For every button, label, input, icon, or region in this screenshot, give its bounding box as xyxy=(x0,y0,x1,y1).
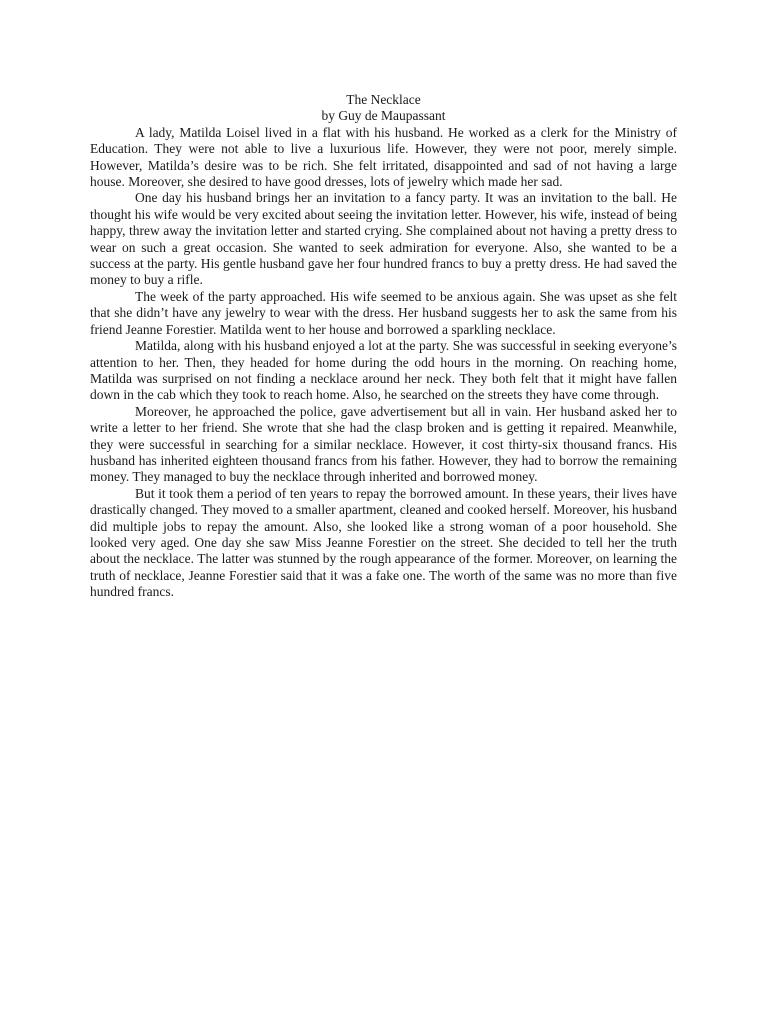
paragraph-4: Matilda, along with his husband enjoyed a lot at the party. She was successful in seeking everyone’s attention to her. Then, they headed for home during the odd hours in the morning. On reaching home, Matilda was surprised on not finding a necklace around her neck. They both felt that it might have fallen down in the cab which they took to reach home. Also, he searched on the streets they have come through. xyxy=(90,338,677,403)
paragraph-6: But it took them a period of ten years to repay the borrowed amount. In these years, their lives have drastically changed. They moved to a smaller apartment, cleaned and cooked herself. Moreover, his husband did multiple jobs to repay the amount. Also, she looked like a strong woman of a poor household. She looked very aged. One day she saw Miss Jeanne Forestier on the street. She decided to tell her the truth about the necklace. The latter was stunned by the rough appearance of the former. Moreover, on learning the truth of necklace, Jeanne Forestier said that it was a fake one. The worth of the same was no more than five hundred francs. xyxy=(90,485,677,600)
paragraph-5: Moreover, he approached the police, gave advertisement but all in vain. Her husband asked her to write a letter to her friend. She wrote that she had the clasp broken and is getting it repaired. Meanwhile, they were successful in searching for a similar necklace. However, it cost thirty-six thousand francs. His husband has inherited eighteen thousand francs from his father. However, they had to borrow the remaining money. They managed to buy the necklace through inherited and borrowed money. xyxy=(90,403,677,485)
paragraph-3: The week of the party approached. His wife seemed to be anxious again. She was upset as she felt that she didn’t have any jewelry to wear with the dress. Her husband suggests her to ask the same from his friend Jeanne Forestier. Matilda went to her house and borrowed a sparkling necklace. xyxy=(90,288,677,337)
document-page xyxy=(90,92,677,601)
document-title: The Necklace xyxy=(346,92,421,107)
paragraph-1: A lady, Matilda Loisel lived in a flat with his husband. He worked as a clerk for the Ministry of Education. They were not able to live a luxurious life. However, they were not poor, merely simple. However, Matilda’s desire was to be rich. She felt irritated, disappointed and sad of not having a large house. Moreover, she desired to have good dresses, lots of jewelry which made her sad. xyxy=(90,124,677,190)
document-author: by Guy de Maupassant xyxy=(321,108,446,124)
paragraph-2: One day his husband brings her an invitation to a fancy party. It was an invitation to the ball. He thought his wife would be very excited about seeing the invitation letter. However, his wife, instead of being happy, threw away the invitation letter and started crying. She complained about not having a pretty dress to wear on such a great occasion. She wanted to seek admiration for everyone. Also, she wanted to be a success at the party. His gentle husband gave her four hundred francs to buy a pretty dress. He had saved the money to buy a rifle. xyxy=(90,190,677,288)
